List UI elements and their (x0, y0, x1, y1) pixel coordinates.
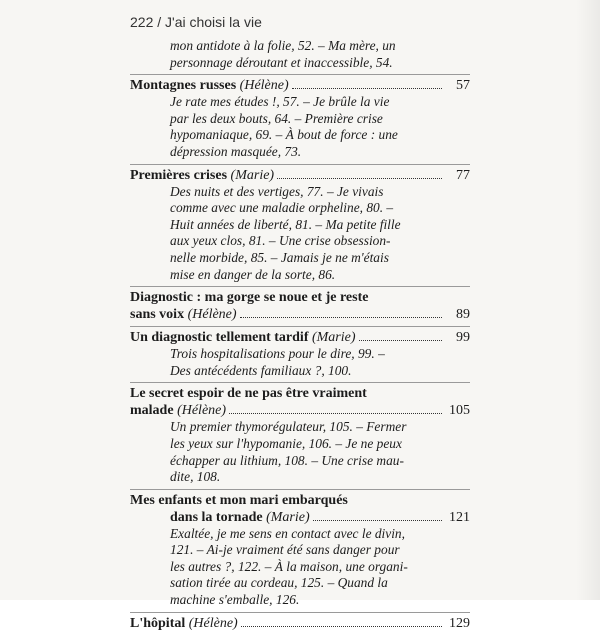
detail-line: personnage déroutant et inaccessible, 54. (170, 54, 393, 70)
toc-entry (130, 74, 470, 160)
chapter-author: (Hélène) (188, 615, 238, 631)
detail-line: Huit années de liberté, 81. – Ma petite fille (170, 216, 401, 232)
detail-line: machine s'emballe, 126. (170, 592, 300, 608)
running-head: 222 / J'ai choisi la vie (130, 14, 262, 30)
detail-line: Des nuits et des vertiges, 77. – Je vivais (170, 183, 384, 199)
chapter-author: (Hélène) (187, 307, 237, 323)
toc-heading (130, 306, 470, 323)
toc-heading (130, 509, 470, 526)
dot-leader (277, 178, 442, 179)
chapter-title: Le secret espoir de ne pas être vraiment (130, 386, 367, 402)
detail-line: 121. – Ai-je vraiment été sans danger pour (170, 542, 400, 558)
toc-heading (130, 167, 470, 184)
chapter-title-cont: malade (130, 403, 174, 419)
page-number: 57 (456, 78, 470, 94)
dot-leader (292, 88, 442, 89)
detail-line: Trois hospitalisations pour le dire, 99. – (170, 346, 385, 362)
chapter-title: Montagnes russes (130, 78, 237, 94)
dot-leader (229, 413, 442, 414)
toc-heading (130, 329, 470, 346)
toc-details (130, 346, 470, 379)
chapter-title: L'hôpital (130, 615, 186, 631)
chapter-title-cont: sans voix (130, 307, 185, 323)
page-number: 89 (456, 307, 470, 323)
toc-details (130, 184, 470, 284)
detail-line: dépression masquée, 73. (170, 143, 302, 159)
detail-line: échapper au lithium, 108. – Une crise mau- (170, 452, 404, 468)
toc-continuation (130, 38, 470, 71)
detail-line: mon antidote à la folie, 52. – Ma mère, un (170, 38, 396, 53)
page-number: 99 (456, 330, 470, 346)
detail-line: nelle morbide, 85. – Jamais je ne m'étais (170, 249, 389, 265)
toc-details (130, 419, 470, 485)
toc-heading (130, 615, 470, 632)
chapter-author: (Marie) (230, 167, 275, 183)
toc-entry (130, 286, 470, 323)
toc-entry (130, 326, 470, 379)
page-number: 105 (449, 403, 470, 419)
toc-entry (130, 489, 470, 609)
dot-leader (240, 317, 442, 318)
toc-entry (130, 382, 470, 485)
chapter-title-cont: dans la tornade (170, 509, 263, 525)
detail-line: hypomaniaque, 69. – À bout de force : une (170, 127, 398, 143)
chapter-title: Diagnostic : ma gorge se noue et je reste (130, 290, 369, 306)
detail-line: Exaltée, je me sens en contact avec le divin, (170, 525, 405, 541)
chapter-author: (Marie) (311, 330, 356, 346)
detail-line: comme avec une maladie orpheline, 80. – (170, 200, 394, 216)
dot-leader (359, 340, 442, 341)
detail-line: mise en danger de la sorte, 86. (170, 266, 336, 282)
dot-leader (241, 626, 442, 627)
detail-line: Un premier thymorégulateur, 105. – Fermer (170, 419, 407, 435)
page-number: 129 (449, 615, 470, 631)
toc-entry (130, 164, 470, 284)
page-number: 121 (449, 509, 470, 525)
table-of-contents (130, 38, 470, 632)
chapter-author: (Marie) (266, 509, 310, 525)
detail-line: dite, 108. (170, 469, 221, 485)
chapter-title: Premières crises (130, 167, 228, 183)
toc-heading (130, 77, 470, 94)
detail-line: aux yeux clos, 81. – Une crise obsession- (170, 233, 391, 249)
chapter-title: Un diagnostic tellement tardif (130, 330, 309, 346)
toc-entry (130, 612, 470, 632)
chapter-author: (Hélène) (177, 403, 227, 419)
chapter-author: (Hélène) (239, 78, 289, 94)
dot-leader (313, 520, 442, 521)
detail-line: par les deux bouts, 64. – Première crise (170, 110, 383, 126)
detail-line: Je rate mes études !, 57. – Je brûle la vie (170, 94, 390, 110)
detail-line: Des antécédents familiaux ?, 100. (170, 362, 352, 378)
toc-details (130, 38, 470, 71)
detail-line: sation tirée au cordeau, 125. – Quand la (170, 575, 388, 591)
page-number: 77 (456, 167, 470, 183)
toc-details (130, 94, 470, 160)
detail-line: les autres ?, 122. – À la maison, une organi- (170, 558, 408, 574)
chapter-title: Mes enfants et mon mari embarqués (130, 492, 348, 508)
toc-heading (130, 402, 470, 419)
detail-line: les yeux sur l'hypomanie, 106. – Je ne peux (170, 435, 402, 451)
toc-details (130, 526, 470, 609)
